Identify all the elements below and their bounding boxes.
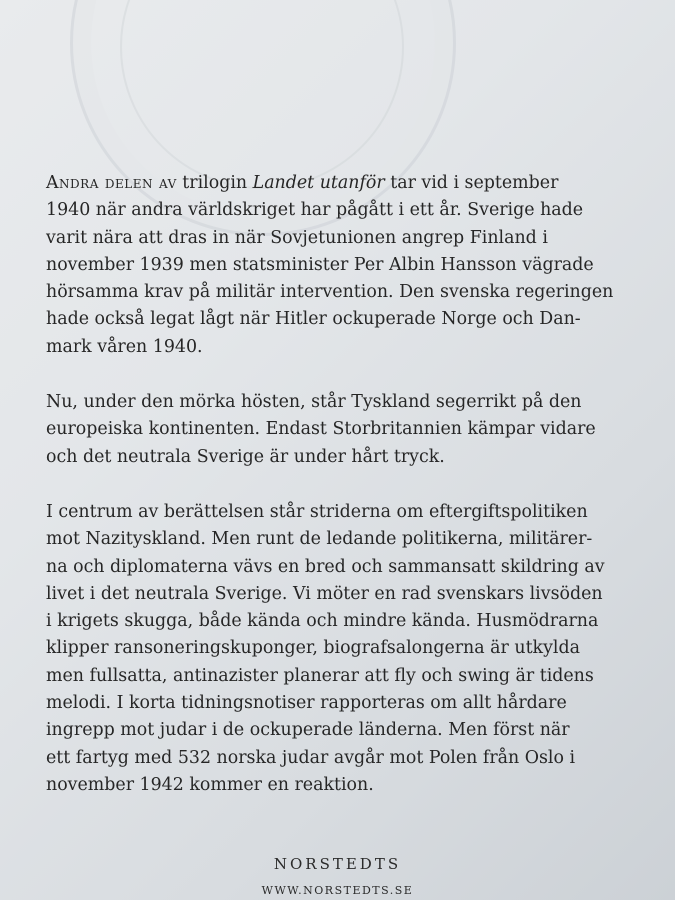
text-line	[46, 416, 596, 443]
small-caps-lead: Andra delen av	[46, 173, 177, 193]
text-line	[46, 745, 586, 772]
text-line	[46, 225, 586, 252]
blurb-text	[46, 170, 614, 827]
text-run: klipper ransoneringskuponger, biografsalongerna är utkylda	[46, 638, 580, 659]
text-run: ett fartyg med 532 norska judar avgår mot Polen från Oslo i	[46, 747, 576, 768]
text-run: hörsamma krav på militär intervention. Den svenska regeringen	[46, 282, 614, 303]
text-run: tar vid i september	[384, 173, 559, 193]
text-line	[46, 526, 593, 553]
text-line	[46, 635, 586, 662]
text-line	[46, 554, 605, 581]
text-run: livet i det neutrala Sverige. Vi möter en rad svenskars livsöden	[46, 583, 603, 604]
paragraph	[46, 170, 614, 361]
text-line	[46, 581, 603, 608]
book-title: Landet utanför	[252, 173, 385, 193]
text-run: na och diplomaterna vävs en bred och sammansatt skildring av	[46, 556, 605, 577]
publisher-website: WWW.NORSTEDTS.SE	[261, 884, 414, 897]
text-line	[46, 334, 586, 361]
text-run: Nu, under den mörka hösten, står Tyskland segerrikt på den	[46, 392, 582, 413]
publisher-name: NORSTEDTS	[273, 855, 402, 873]
text-line	[46, 252, 594, 279]
text-run: mark våren 1940.	[46, 336, 203, 357]
text-line	[46, 170, 586, 197]
text-run: I centrum av berättelsen står striderna om eftergiftspolitiken	[46, 501, 588, 522]
text-line	[46, 663, 594, 690]
text-line	[46, 499, 586, 526]
text-run: mot Nazityskland. Men runt de ledande politikerna, militärer-	[46, 529, 593, 550]
text-run: varit nära att dras in när Sovjetunionen angrep Finland i	[46, 227, 548, 248]
text-line	[46, 197, 586, 224]
text-line	[46, 690, 586, 717]
paragraph	[46, 499, 605, 799]
text-run: trilogin	[176, 173, 253, 193]
text-run: november 1939 men statsminister Per Albin Hansson vägrade	[46, 254, 594, 275]
text-run: europeiska kontinenten. Endast Storbritannien kämpar vidare	[46, 419, 596, 440]
text-line	[46, 444, 586, 471]
text-run: november 1942 kommer en reaktion.	[46, 774, 374, 795]
text-line	[46, 306, 586, 333]
text-run: ingrepp mot judar i de ockuperade länderna. Men först när	[46, 720, 570, 741]
paragraph	[46, 389, 596, 471]
text-line	[46, 772, 586, 799]
text-run: melodi. I korta tidningsnotiser rapporteras om allt hårdare	[46, 693, 567, 714]
text-run: och det neutrala Sverige är under hårt tryck.	[46, 446, 445, 467]
text-line	[46, 279, 614, 306]
text-run: i krigets skugga, både kända och mindre kända. Husmödrarna	[46, 611, 599, 632]
text-line	[46, 389, 586, 416]
text-line	[46, 608, 599, 635]
text-line	[46, 717, 586, 744]
text-run: men fullsatta, antinazister planerar att fly och swing är tidens	[46, 665, 594, 686]
text-run: hade också legat lågt när Hitler ockuperade Norge och Dan-	[46, 309, 581, 330]
text-run: 1940 när andra världskriget har pågått i ett år. Sverige hade	[46, 200, 584, 221]
